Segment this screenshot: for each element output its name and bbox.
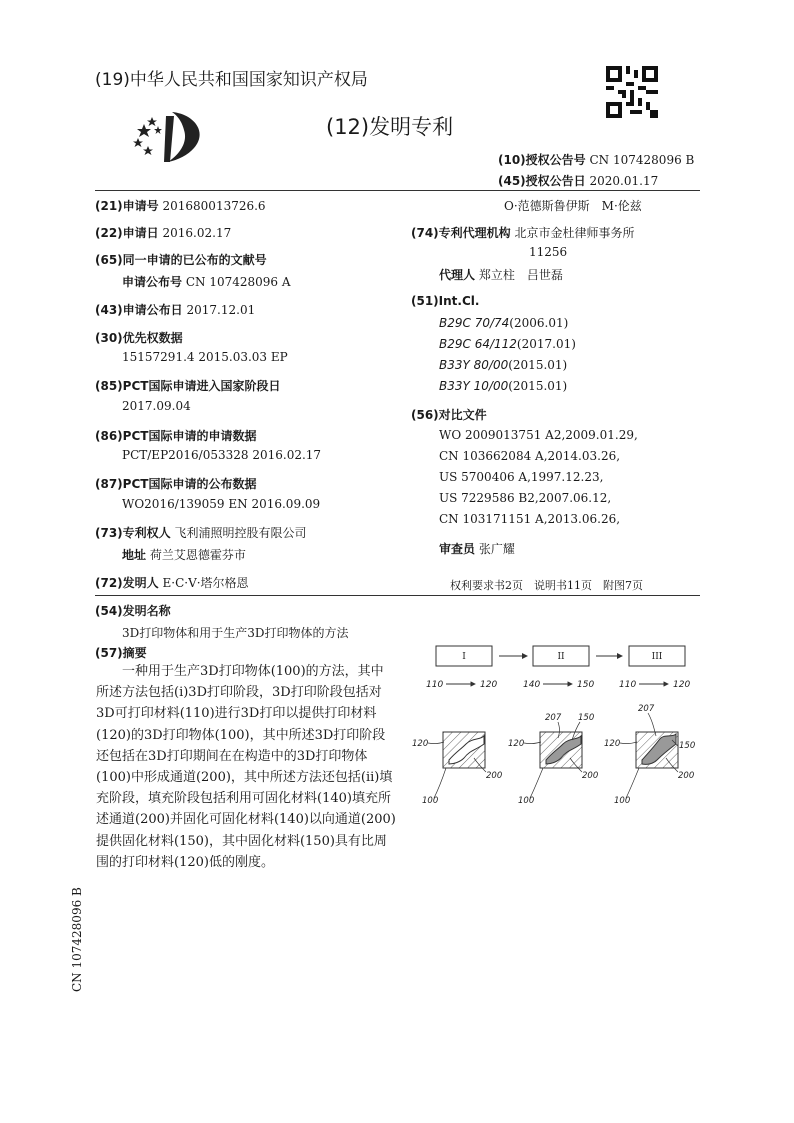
pct-entry-label: (85)PCT国际申请进入国家阶段日 <box>95 379 281 393</box>
reference-item: US 7229586 B2,2007.06.12, <box>439 491 612 505</box>
class-year: (2017.01) <box>516 337 576 351</box>
agent: 郑立柱 吕世磊 <box>478 268 563 282</box>
examiner: 张广耀 <box>478 542 515 556</box>
agent-row <box>439 266 563 283</box>
label-207: 207 <box>638 704 655 714</box>
reference-item: US 5700406 A,1997.12.23, <box>439 470 604 484</box>
publication-date-label: (43)申请公布日 <box>95 303 183 317</box>
reference-item: WO 2009013751 A2,2009.01.29, <box>439 428 638 442</box>
application-date-label: (22)申请日 <box>95 226 159 240</box>
pct-publication-data: WO2016/139059 EN 2016.09.09 <box>122 497 321 511</box>
grant-number: CN 107428096 B <box>589 153 695 167</box>
class-year: (2015.01) <box>508 379 568 393</box>
abstract-label: (57)摘要 <box>95 646 147 660</box>
publication-number-label: 申请公布号 <box>122 275 183 289</box>
publication-number-row <box>122 273 291 290</box>
publication-number: CN 107428096 A <box>185 275 291 289</box>
inventor: E·C·V·塔尔格恩 <box>162 576 249 590</box>
pct-publication-label: (87)PCT国际申请的公布数据 <box>95 477 257 491</box>
grant-number-label: (10)授权公告号 <box>498 153 586 167</box>
grant-date: 2020.01.17 <box>589 174 659 188</box>
class-row <box>439 337 576 351</box>
publication-date: 2017.12.01 <box>186 303 256 317</box>
inventor-row <box>95 574 249 591</box>
application-number-row <box>95 197 266 214</box>
agency-label: (74)专利代理机构 <box>411 226 511 240</box>
application-number-label: (21)申请号 <box>95 199 159 213</box>
label-200: 200 <box>678 771 695 781</box>
application-date-row <box>95 224 231 241</box>
class-year: (2006.01) <box>509 316 569 330</box>
inventor-label: (72)发明人 <box>95 576 159 590</box>
prior-publication-label: (65)同一申请的已公布的文献号 <box>95 253 267 267</box>
label-200: 200 <box>486 771 503 781</box>
address-label: 地址 <box>122 548 147 562</box>
document-type: (12)发明专利 <box>326 115 454 139</box>
address: 荷兰艾恩德霍芬市 <box>149 548 246 562</box>
title-label: (54)发明名称 <box>95 604 171 618</box>
cnipa-logo <box>128 108 208 168</box>
stage-label: II <box>557 652 565 662</box>
flow-to: 120 <box>480 680 498 690</box>
label-150: 150 <box>578 713 595 723</box>
qr-code <box>606 66 658 118</box>
printed-object <box>636 732 678 768</box>
reference-item: CN 103662084 A,2014.03.26, <box>439 449 621 463</box>
address-row <box>122 546 246 563</box>
body-rule <box>95 595 700 596</box>
reference-item: CN 103171151 A,2013.06.26, <box>439 512 621 526</box>
intcl-label: (51)Int.Cl. <box>411 294 480 308</box>
abstract-figure <box>400 640 710 820</box>
label-207: 207 <box>545 713 562 723</box>
application-number: 201680013726.6 <box>162 199 266 213</box>
label-100: 100 <box>518 796 535 806</box>
class-code: B29C 64/112 <box>439 337 517 351</box>
class-row <box>439 379 567 393</box>
label-120: 120 <box>604 739 621 749</box>
authority-title: (19)中华人民共和国国家知识产权局 <box>95 70 368 90</box>
examiner-label: 审查员 <box>439 542 476 556</box>
flow-from: 140 <box>523 680 541 690</box>
flow-from: 110 <box>426 680 444 690</box>
label-150: 150 <box>679 741 696 751</box>
side-publication-number: CN 107428096 B <box>70 887 84 992</box>
class-row <box>439 358 567 372</box>
printed-object <box>443 732 485 768</box>
agency: 北京市金杜律师事务所 <box>514 226 635 240</box>
priority-label: (30)优先权数据 <box>95 331 183 345</box>
publication-date-row <box>95 301 255 318</box>
agent-label: 代理人 <box>439 268 476 282</box>
inventors-continued: O·范德斯鲁伊斯 M·伦兹 <box>504 199 642 213</box>
patentee: 飞利浦照明控股有限公司 <box>174 526 307 540</box>
pct-application-data: PCT/EP2016/053328 2016.02.17 <box>122 448 322 462</box>
abstract-text: 一种用于生产3D打印物体(100)的方法，其中所述方法包括(i)3D打印阶段，3D打印阶段包括对3D可打印材料(110)进行3D打印以提供打印材料(120)的3D打印物体(100)，其中所述3D打印阶段还包括在3D打印期间在在构造中的3D打印物体(100)中形成通道(200)，其中所述方法还包括(ii)填充阶段，填充阶段包括利用可固化材料(140)填充所述通道(200)并固化可固化材料(140)以向通道(200)提供固化材料(150)，其中固化材料(150)具有比周围的打印材料(120)低的刚度。 <box>96 664 396 870</box>
pct-entry-date: 2017.09.04 <box>122 399 191 413</box>
class-code: B29C 70/74 <box>439 316 510 330</box>
grant-date-label: (45)授权公告日 <box>498 174 586 188</box>
grant-date-row <box>498 172 658 189</box>
header-rule <box>95 190 700 191</box>
page-counts: 权利要求书2页 说明书11页 附图7页 <box>450 579 643 592</box>
stage-label: I <box>462 652 466 662</box>
class-year: (2015.01) <box>508 358 568 372</box>
examiner-row <box>439 540 515 557</box>
class-code: B33Y 10/00 <box>439 379 509 393</box>
label-120: 120 <box>508 739 525 749</box>
agency-code: 11256 <box>529 245 568 259</box>
priority-data: 15157291.4 2015.03.03 EP <box>122 350 288 364</box>
class-code: B33Y 80/00 <box>439 358 509 372</box>
label-120: 120 <box>412 739 429 749</box>
flow-to: 120 <box>673 680 691 690</box>
printed-object <box>540 732 582 768</box>
patentee-row <box>95 524 307 541</box>
label-100: 100 <box>422 796 439 806</box>
application-date: 2016.02.17 <box>162 226 232 240</box>
label-100: 100 <box>614 796 631 806</box>
stage-label: III <box>651 652 663 662</box>
label-200: 200 <box>582 771 599 781</box>
flow-from: 110 <box>619 680 637 690</box>
grant-number-row <box>498 151 694 168</box>
agency-row <box>411 224 635 241</box>
flow-to: 150 <box>577 680 595 690</box>
class-row <box>439 316 568 330</box>
invention-title: 3D打印物体和用于生产3D打印物体的方法 <box>122 626 349 640</box>
pct-application-label: (86)PCT国际申请的申请数据 <box>95 429 257 443</box>
patentee-label: (73)专利权人 <box>95 526 171 540</box>
references-label: (56)对比文件 <box>411 408 487 422</box>
